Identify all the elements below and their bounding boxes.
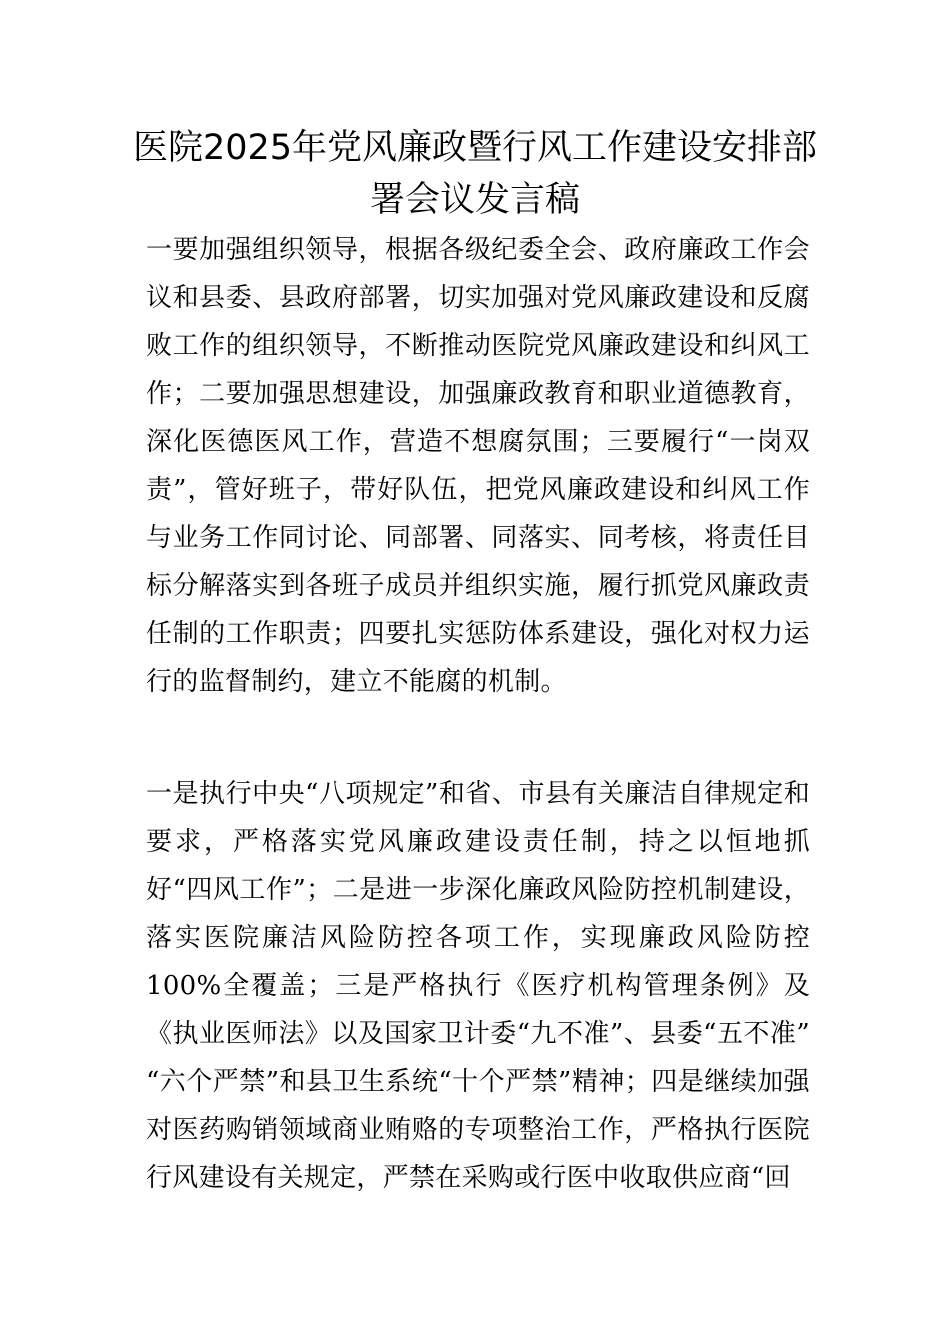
document-title: 医院2025年党风廉政暨行风工作建设安排部署会议发言稿 [132,128,818,220]
paragraph-2: 一是执行中央“八项规定”和省、市县有关廉洁自律规定和要求，严格落实党风廉政建设责任制，持之以恒地抓好“四风工作”；二是进一步深化廉政风险防控机制建设，落实医院廉洁风险防控各项工作，实现廉政风险防控100%全覆盖；三是严格执行《医疗机构管理条例》及《执业医师法》以及国家卫计委“九不准”、县委“五不准” “六个严禁”和县卫生系统“十个严禁”精神；四是继续加强对医药购销领域商业贿赂的专项整治工作，严格执行医院行风建设有关规定，严禁在采购或行医中收取供应商“回 [146,779,810,1193]
paragraph-1: 一要加强组织领导，根据各级纪委全会、政府廉政工作会议和县委、县政府部署，切实加强对党风廉政建设和反腐败工作的组织领导，不断推动医院党风廉政建设和纠风工作；二要加强思想建设，加强廉政教育和职业道德教育，深化医德医风工作，营造不想腐氛围；三要履行“一岗双责”，管好班子，带好队伍，把党风廉政建设和纠风工作与业务工作同讨论、同部署、同落实、同考核，将责任目标分解落实到各班子成员并组织实施，履行抓党风廉政责任制的工作职责；四要扎实惩防体系建设，强化对权力运行的监督制约，建立不能腐的机制。 [146,235,810,697]
